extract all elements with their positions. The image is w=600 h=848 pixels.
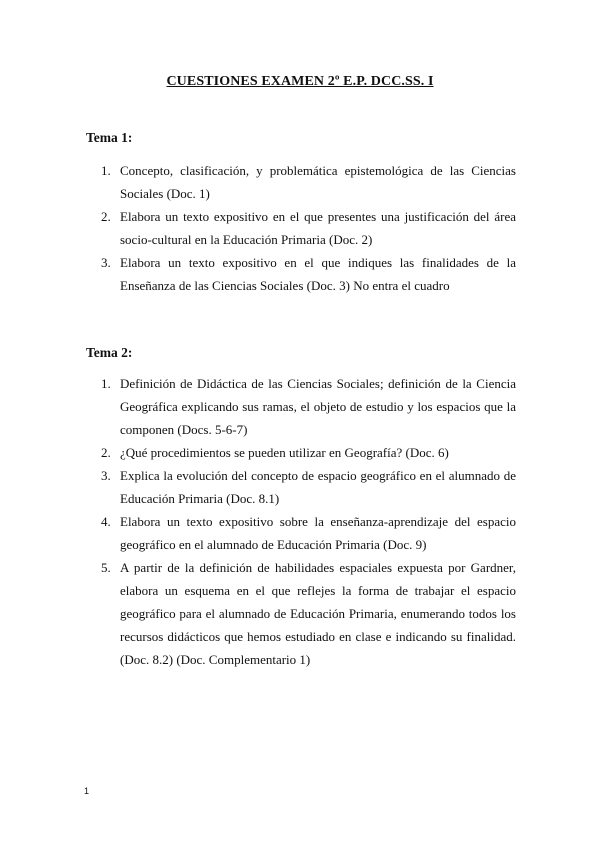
list-item [86, 556, 516, 671]
question-text: Explica la evolución del concepto de espacio geográfico en el alumnado de Educación Primaria (Doc. 8.1) [120, 468, 516, 506]
question-text: ¿Qué procedimientos se pueden utilizar en Geografía? (Doc. 6) [120, 445, 449, 460]
question-text: Elabora un texto expositivo en el que indiques las finalidades de la Enseñanza de las Ciencias Sociales (Doc. 3) No entra el cuadro [120, 255, 516, 293]
question-text: Definición de Didáctica de las Ciencias Sociales; definición de la Ciencia Geográfica explicando sus ramas, el objeto de estudio y los espacios que la componen (Docs. 5-6-7) [120, 376, 516, 437]
list-item [86, 372, 516, 441]
tema-2-heading: Tema 2: [86, 345, 133, 360]
item-number: 3. [101, 255, 111, 270]
question-text: Elabora un texto expositivo en el que presentes una justificación del área socio-cultural en la Educación Primaria (Doc. 2) [120, 209, 516, 247]
item-number: 1. [101, 163, 111, 178]
list-item [86, 464, 516, 510]
list-item [86, 510, 516, 556]
list-item [86, 205, 516, 251]
tema-1-heading: Tema 1: [86, 130, 133, 145]
tema-1-question-list [86, 159, 516, 297]
tema-2-question-list [86, 372, 516, 671]
list-item [86, 251, 516, 297]
item-number: 4. [101, 514, 111, 529]
item-number: 5. [101, 560, 111, 575]
item-number: 1. [101, 376, 111, 391]
question-text: Concepto, clasificación, y problemática epistemológica de las Ciencias Sociales (Doc. 1) [120, 163, 516, 201]
item-number: 2. [101, 209, 111, 224]
page-number: 1 [84, 786, 90, 796]
document-title: CUESTIONES EXAMEN 2º E.P. DCC.SS. I [166, 74, 434, 89]
item-number: 3. [101, 468, 111, 483]
list-item [86, 159, 516, 205]
question-text: A partir de la definición de habilidades espaciales expuesta por Gardner, elabora un esquema en el que reflejes la forma de trabajar el espacio geográfico para el alumnado de Educación Primaria, enumerando todos los recursos didácticos que hemos estudiado en clase e indicando su finalidad. (Doc. 8.2) (Doc. Complementario 1) [120, 560, 516, 667]
question-text: Elabora un texto expositivo sobre la enseñanza-aprendizaje del espacio geográfico en el alumnado de Educación Primaria (Doc. 9) [120, 514, 516, 552]
list-item [86, 441, 516, 464]
item-number: 2. [101, 445, 111, 460]
